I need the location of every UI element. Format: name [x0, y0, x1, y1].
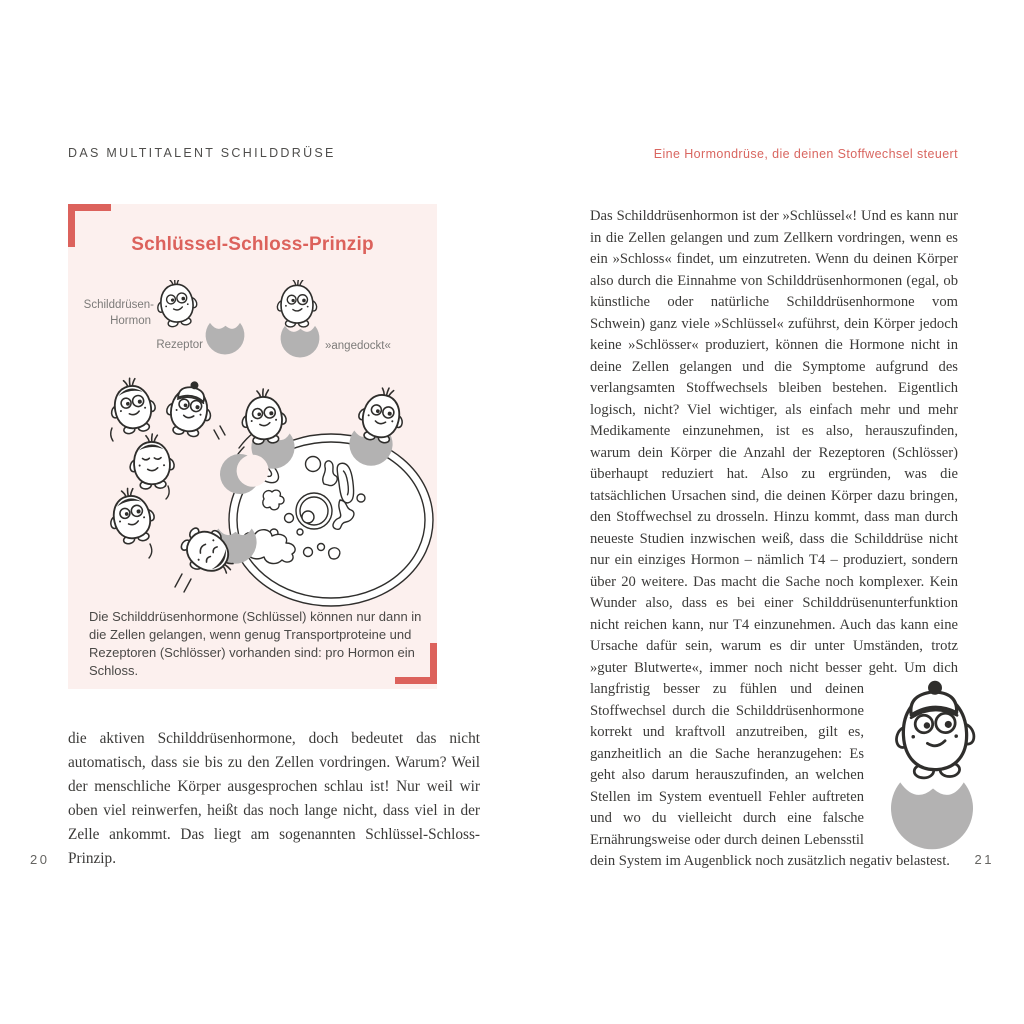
hormone-character-legend: [152, 280, 200, 329]
hormone-docked-top: [238, 387, 290, 445]
page-number-left: 20: [30, 852, 50, 867]
docked-pair-legend: [276, 280, 319, 358]
infobox-title: Schlüssel-Schloss-Prinzip: [131, 234, 374, 255]
hormone-docked-top-right: [353, 383, 411, 446]
hormone-label-line2: Hormon: [110, 315, 151, 327]
page-number-right: 21: [974, 852, 994, 867]
right-page-paragraph: Das Schilddrüsenhormon ist der »Schlüssel«! Und es kann nur in die Zellen gelangen und zum Zellkern vordringen, wenn es ein »Schloss« findet, um einzutreten. Wenn du deinen Körper also durch die Einnahme von Schilddrüsenhormonen (egal, ob künstliche oder natürliche Schilddrüsenhormone vom Schwein) ganz viele »Schlüssel« zuführst, dein Körper jedoch keine »Schlösser« produziert, können die Hormone nicht in deine Zellen gelangen und die Symptome aufgrund des verlangsamten Stoffwechsels bleiben bestehen. Eigentlich logisch, nicht? Viel wichtiger, als einfach mehr und mehr Medikamente einzunehmen, ist es also, herauszufinden, warum dein Körper die Anzahl der Rezeptoren (Schlösser) überhaupt reduziert hat. Also zu ergründen, was die tatsächlichen Ursachen sind, die deinen Körper dazu bringen, den Stoffwechsel zu drosseln. Hinzu kommt, dass man durch neueste Studien inzwischen weiß, dass die Schilddrüse nicht nur ein einziges Hormon – nämlich T4 – produziert, sondern über 20 weitere. Das macht die Sache noch komplexer. Kein Wunder also, dass es bei einer Schilddrüsenunterfunktion nicht reichen kann, nur T4 einzunehmen. Auch das kann eine Ursache dafür sein, warum es dir unter Umständen, trotz »guter Blutwerte«, immer noch nicht besser geht. Um dich langfristig besser zu fühlen und deinen Stoffwechsel durch die Schilddrüsenhormone korrekt und kraftvoll anzutreiben, gilt es, ganzheitlich an die Sache heranzugehen: Es geht also darum herauszufinden, an welchen Stellen im System eventuell Fehler auftreten und wo du vielleicht durch eine falsche Ernährungsweise oder durch deinen Lebensstil dein System im Augenblick noch zusätzlich negativ belastest.: [590, 208, 958, 869]
left-page-paragraph: die aktiven Schilddrüsenhormone, doch bedeutet das nicht automatisch, dass sie bis zu den Zellen vordringen. Warum? Weil der menschliche Körper ausgesprochen schlau ist! Nur weil wir oben viel reinwerfen, heißt das noch lange nicht, dass viel in der Zelle ankommt. Das liegt am sogenannten Schlüssel-Schloss-Prinzip.: [68, 730, 480, 868]
hormone-free-2: [162, 377, 217, 438]
hormone-free-1: [105, 374, 161, 436]
receptor-icon-legend: [206, 323, 245, 355]
infobox-caption: Die Schilddrüsenhormone (Schlüssel) können nur dann in die Zellen gelangen, wenn genug Transportproteine und Rezeptoren (Schlösser) vorhanden sind: pro Hormon ein Schloss.: [89, 609, 422, 678]
text-wrap-spacer: [958, 206, 959, 684]
receptor-label: Rezeptor: [156, 339, 203, 351]
hormone-label-line1: Schilddrüsen-: [83, 299, 154, 311]
hormone-free-3: [127, 433, 177, 490]
infobox-schluessel-schloss: [68, 204, 437, 689]
hormone-on-receptor-cartoon: [872, 678, 996, 854]
left-running-head: DAS MULTITALENT SCHILDDRÜSE: [68, 146, 336, 160]
right-running-head: Eine Hormondrüse, die deinen Stoffwechsel steuert: [653, 147, 958, 161]
hormone-free-4: [103, 484, 161, 547]
lock-key-illustration: [68, 280, 437, 610]
docked-label: »angedockt«: [325, 340, 391, 352]
cell-nucleus: [296, 493, 332, 529]
